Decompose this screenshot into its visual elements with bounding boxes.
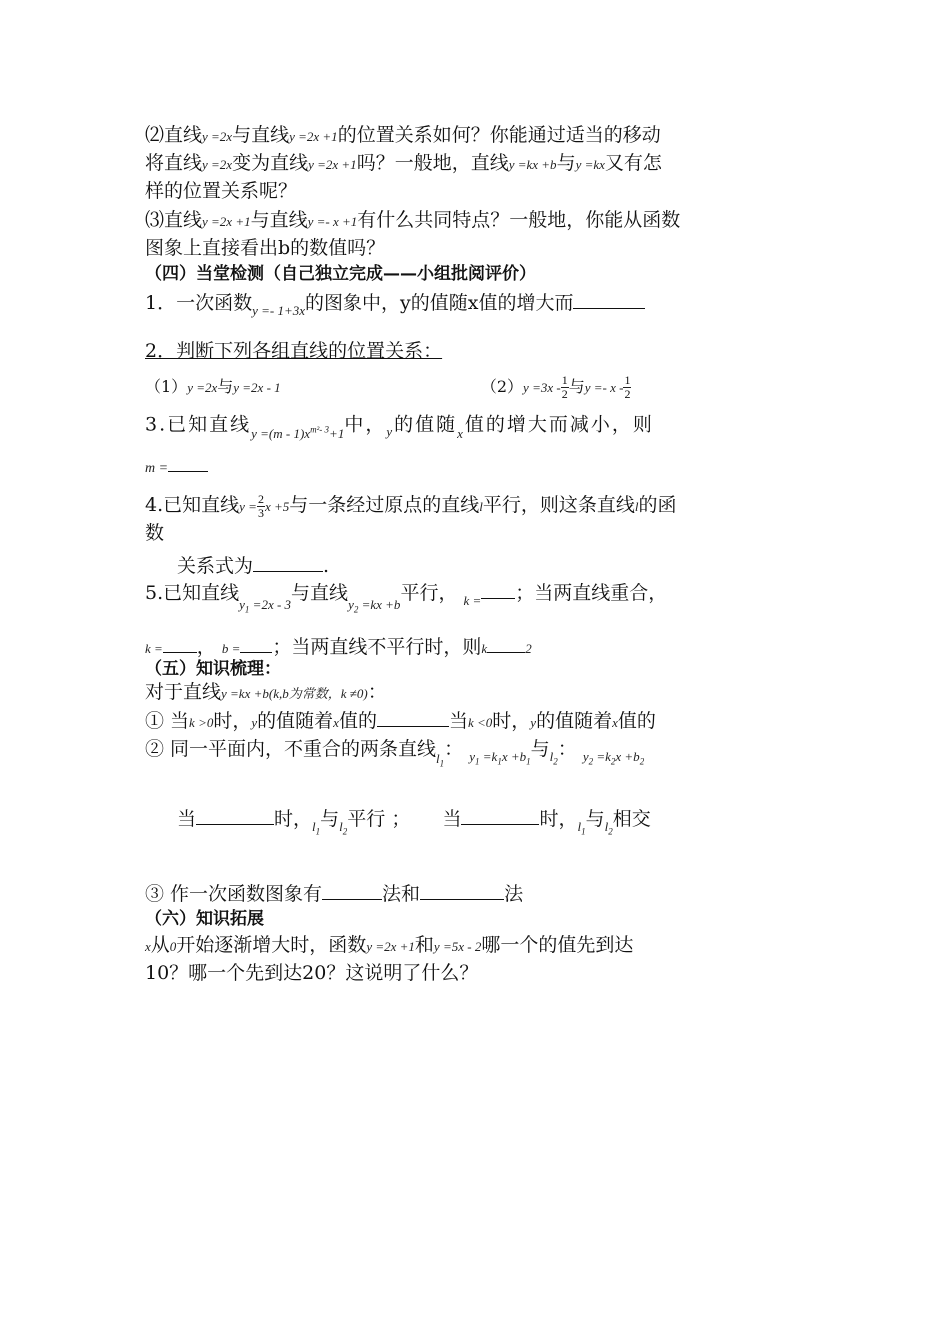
text: 与一条经过原点的直线 — [289, 494, 480, 517]
variable: x — [457, 426, 465, 442]
text: 中， — [344, 413, 387, 436]
q2-line-1 — [145, 122, 810, 150]
text: 当 — [177, 807, 197, 830]
q2-line-3 — [145, 178, 810, 205]
extension-1 — [145, 932, 810, 960]
text: 2．判断下列各组直线的位置关系： — [145, 340, 443, 362]
section-5-heading: （五）知识梳理： — [145, 658, 281, 679]
answer-blank[interactable] — [573, 290, 645, 309]
text: 10？哪一个先到达20？这说明了什么？ — [145, 962, 479, 985]
text: 与 — [217, 377, 234, 396]
section-6-heading: （六）知识拓展 — [145, 909, 264, 930]
check-1 — [145, 290, 810, 318]
text: 时， — [274, 807, 313, 830]
formula: y =- 1+3x — [252, 303, 306, 318]
text: 值的 — [338, 709, 377, 732]
text: ⑶直线 — [145, 209, 203, 231]
text: . — [323, 555, 330, 578]
text: 的位置关系如何？你能通过适当的移动 — [337, 124, 661, 146]
text: 法 — [504, 883, 524, 906]
text: 关系式为 — [177, 555, 254, 578]
knowledge-3 — [145, 736, 810, 770]
variable: x — [333, 714, 339, 730]
fraction: $\frac{1}{2}$ — [624, 373, 631, 401]
text: ；当两直线重合， — [515, 582, 668, 605]
variable: k — [481, 640, 488, 656]
text: 哪一个的值先到达 — [481, 934, 634, 957]
variable: x — [612, 714, 618, 730]
variable: l1 — [436, 750, 445, 769]
check-3 — [145, 409, 810, 442]
text: 5.已知直线 — [145, 582, 240, 605]
answer-blank[interactable] — [420, 881, 504, 900]
answer-blank[interactable] — [461, 806, 539, 825]
check-2-items — [145, 373, 810, 401]
answer-blank[interactable] — [196, 806, 274, 825]
number: 2 — [525, 640, 532, 656]
knowledge-5 — [145, 881, 810, 908]
formula: x +5 — [264, 499, 290, 515]
q3-line-1 — [145, 207, 810, 235]
text: 平行， — [400, 582, 458, 605]
formula: y1 =2x - 3 — [239, 597, 292, 615]
text: 与 — [568, 377, 585, 396]
text: 时， — [492, 709, 531, 732]
variable: l1 — [577, 818, 586, 837]
text: 4.已知直线 — [145, 494, 240, 517]
variable: k = — [145, 640, 163, 656]
text: 值的增大而减小，则 — [464, 413, 654, 436]
text: 的值随 — [394, 413, 458, 436]
text: 的图象中，y的值随x值的增大而 — [305, 292, 574, 314]
text: 时， — [539, 807, 578, 830]
text: ；当两直线不平行时，则 — [272, 635, 482, 658]
text: ： — [444, 737, 464, 760]
formula: y =2x +1 — [308, 157, 357, 172]
text: 与直线 — [291, 582, 349, 605]
formula: y =2x - 1 — [233, 380, 281, 395]
variable: l2 — [549, 748, 558, 767]
formula: y =2x — [202, 129, 233, 144]
variable: y — [386, 424, 395, 440]
formula: y =2x — [202, 157, 233, 172]
text: 与 — [320, 807, 340, 830]
formula: y =kx — [575, 157, 605, 172]
variable: x — [145, 939, 151, 955]
variable: l2 — [339, 818, 348, 837]
answer-blank[interactable] — [481, 586, 515, 599]
text: 又有怎 — [604, 152, 662, 174]
item-number: （1） — [145, 377, 188, 396]
check-4-line-3 — [145, 553, 810, 580]
answer-blank[interactable] — [377, 708, 449, 727]
formula: y1 =k1x +b1 — [469, 748, 531, 767]
formula: k <0 — [467, 714, 493, 730]
knowledge-2 — [145, 708, 810, 736]
check-5 — [145, 580, 810, 614]
formula: y =- x - — [584, 380, 624, 395]
knowledge-1 — [145, 680, 810, 706]
knowledge-4 — [145, 806, 810, 840]
text: 开始逐渐增大时，函数 — [176, 934, 367, 957]
variable: k = — [463, 593, 482, 609]
formula: y =2x — [187, 380, 218, 395]
text: 对于直线 — [145, 680, 222, 703]
fraction: $\frac{1}{2}$ — [561, 373, 568, 401]
text: 3.已知直线 — [145, 413, 252, 436]
formula: y =2x +1 — [366, 939, 415, 955]
formula: y =2x +1 — [202, 214, 251, 229]
answer-blank[interactable] — [240, 640, 272, 653]
number: 0 — [169, 939, 177, 955]
q2-line-2 — [145, 150, 810, 178]
text: 吗？一般地，直线 — [356, 152, 509, 174]
text: 样的位置关系呢？ — [145, 180, 298, 202]
formula: y =(m - 1)xm²- 3+1 — [251, 425, 345, 442]
formula: y2 =kx +b — [348, 597, 401, 615]
extension-2 — [145, 960, 810, 987]
text: 的值随着 — [536, 709, 613, 732]
text: 数 — [145, 522, 165, 545]
check-4 — [145, 492, 810, 520]
check-2-heading — [145, 338, 810, 365]
variable: l1 — [312, 818, 321, 837]
text: 当 — [448, 709, 468, 732]
variable: l — [479, 499, 483, 515]
variable: b = — [221, 640, 241, 656]
worksheet-page — [145, 118, 810, 985]
text: 与直线 — [250, 209, 308, 231]
formula: y =kx +b(k,b为常数，k ≠0) — [221, 685, 368, 701]
text: ② 同一平面内，不重合的两条直线 — [145, 737, 437, 760]
text: 与 — [585, 807, 605, 830]
answer-blank[interactable] — [168, 457, 208, 472]
q3-line-2 — [145, 235, 810, 262]
text: 将直线 — [145, 152, 203, 174]
text: ① 当 — [145, 709, 190, 732]
text: 当 — [442, 807, 462, 830]
answer-blank[interactable] — [322, 881, 382, 900]
text: 的函 — [638, 494, 677, 517]
text: 从 — [150, 934, 170, 957]
text: 与直线 — [232, 124, 290, 146]
text: 与 — [556, 152, 576, 174]
answer-blank[interactable] — [253, 553, 323, 572]
variable: y — [251, 714, 258, 730]
formula: y =- x +1 — [307, 214, 358, 229]
formula: y =kx +b — [508, 157, 557, 172]
text: 的值随着 — [257, 709, 334, 732]
text: 与 — [530, 737, 550, 760]
text: 平行 ； — [347, 807, 411, 830]
formula: y =3x - — [523, 380, 561, 395]
answer-blank[interactable] — [487, 640, 525, 653]
text: 值的 — [617, 709, 656, 732]
text: ： — [367, 680, 387, 703]
text: 变为直线 — [232, 152, 309, 174]
variable: l — [634, 499, 639, 515]
text: ③ 作一次函数图象有 — [145, 883, 323, 906]
variable: l2 — [604, 818, 613, 837]
text: 法和 — [382, 883, 421, 906]
formula: y =5x - 2 — [433, 939, 482, 955]
formula: y = — [239, 499, 257, 515]
text: 1．一次函数 — [145, 292, 253, 314]
text: ： — [557, 737, 577, 760]
formula: y2 =k2x +b2 — [582, 748, 645, 767]
text: 和 — [414, 934, 434, 957]
fraction: $\frac{2}{3}$ — [257, 491, 264, 520]
formula: y =2x +1 — [289, 129, 338, 144]
formula: k >0 — [189, 714, 214, 730]
text: 相交 — [612, 807, 651, 830]
text: 平行，则这条直线 — [482, 494, 635, 517]
text: ， — [196, 635, 216, 658]
check-4-line-2 — [145, 520, 810, 547]
variable: y — [530, 714, 537, 730]
check-3-answer — [145, 453, 810, 482]
item-number: （2） — [480, 377, 524, 396]
text: 图象上直接看出b的数值吗？ — [145, 237, 386, 259]
section-4-heading: （四）当堂检测（自己独立完成——小组批阅评价） — [145, 264, 536, 284]
variable: m = — [145, 461, 169, 477]
text: 时， — [213, 709, 252, 732]
text: ⑵直线 — [145, 124, 203, 146]
text: 有什么共同特点？一般地，你能从函数 — [357, 209, 681, 231]
answer-blank[interactable] — [163, 640, 197, 653]
